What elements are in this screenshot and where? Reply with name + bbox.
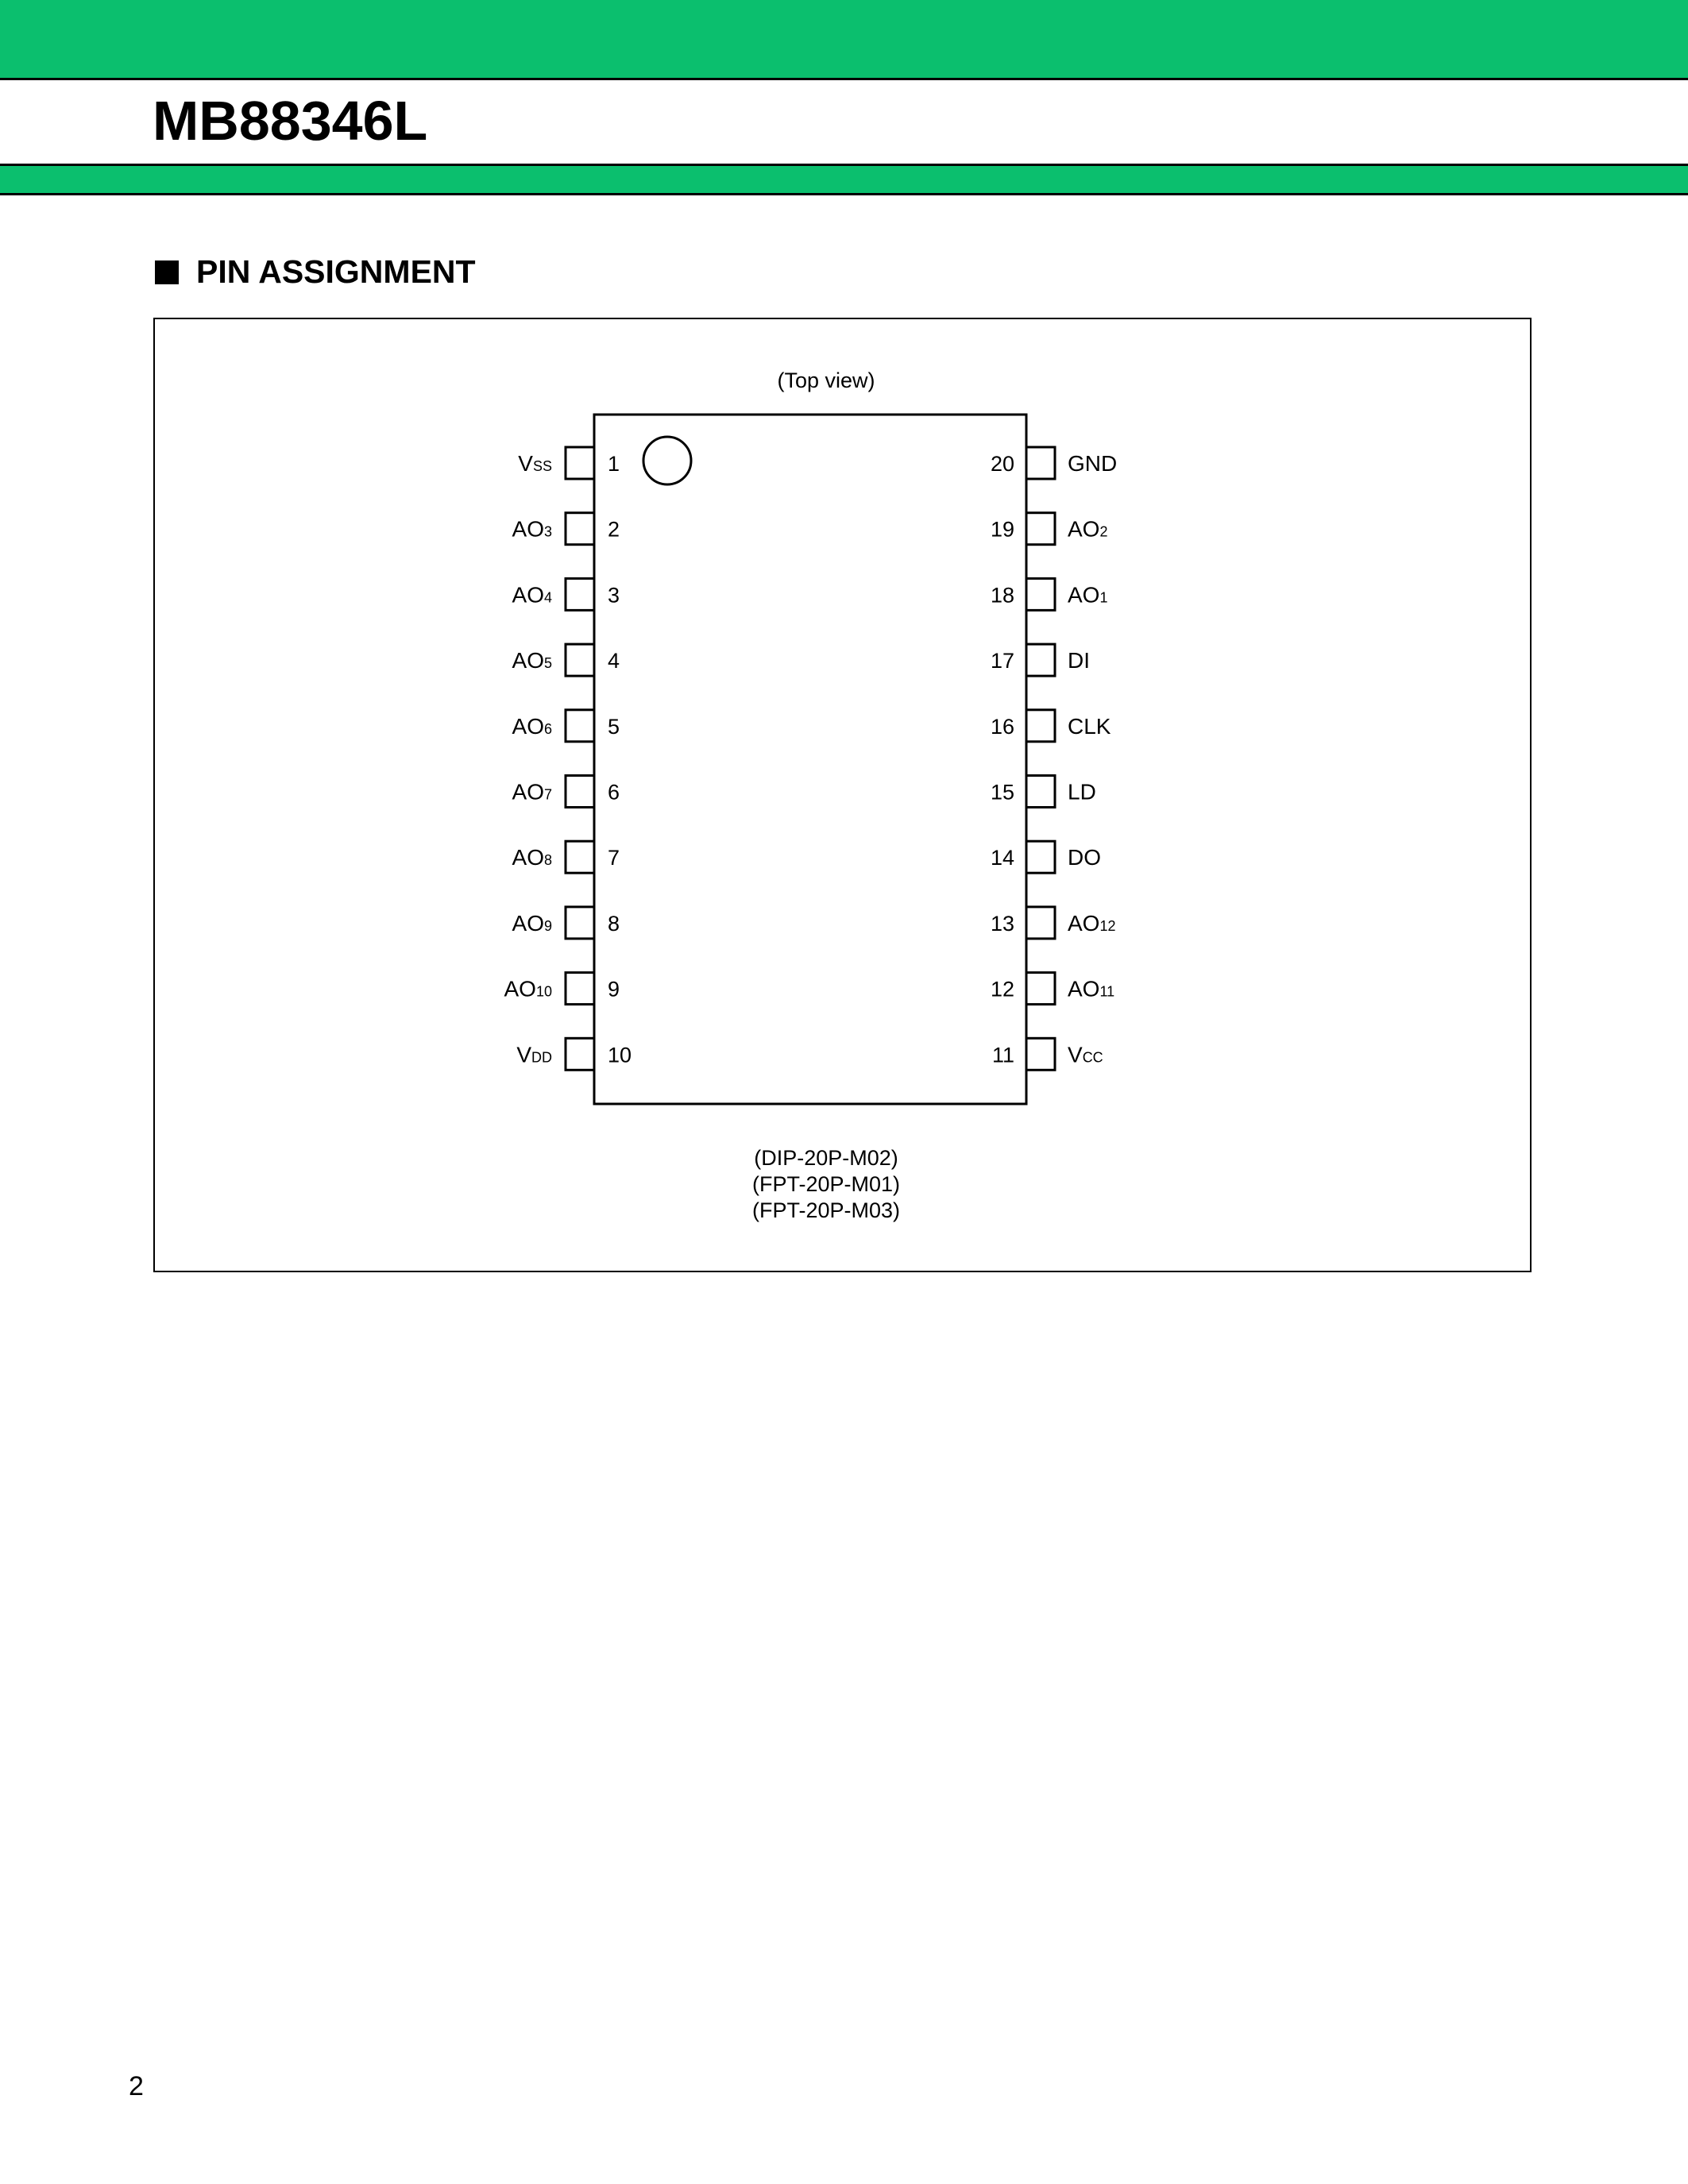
pin-number-3: 3 — [608, 583, 620, 608]
pin-subscript: 4 — [543, 589, 552, 606]
pin-name: AO — [512, 582, 544, 608]
pin-label-6 — [512, 780, 552, 805]
pin-name: AO — [512, 648, 544, 673]
pin-label-17 — [1068, 648, 1090, 673]
pin-number-19: 19 — [990, 517, 1014, 542]
pin-label-5 — [512, 714, 552, 739]
pin-label-12 — [1068, 977, 1114, 1001]
pin-name: LD — [1068, 779, 1096, 805]
pin-name: AO — [512, 779, 544, 805]
pin-name: AO — [512, 845, 544, 870]
pin-label-18 — [1068, 582, 1107, 607]
pin-name: V — [518, 451, 533, 476]
pin-name: AO — [1068, 910, 1100, 936]
pin-pad-15 — [1026, 776, 1055, 808]
pin-number-14: 14 — [990, 846, 1014, 870]
pin-name: V — [1068, 1042, 1083, 1067]
pin-number-12: 12 — [990, 977, 1014, 1001]
pin-name: DO — [1068, 845, 1101, 870]
section-heading-text: PIN ASSIGNMENT — [196, 253, 476, 290]
pin-pad-2 — [566, 513, 594, 545]
pin-name: AO — [1068, 976, 1100, 1001]
pin-name: AO — [512, 910, 544, 936]
pin-pad-8 — [566, 907, 594, 939]
pin-name: AO — [1068, 516, 1100, 542]
pin-subscript: 8 — [543, 852, 552, 869]
pin-label-7 — [512, 845, 552, 870]
left-pin-column — [504, 447, 632, 1070]
pin-label-8 — [512, 911, 552, 936]
pin-name: GND — [1068, 451, 1118, 476]
pin-label-14 — [1068, 845, 1101, 870]
pin-subscript: 11 — [1099, 983, 1115, 1000]
pin-number-8: 8 — [608, 911, 620, 936]
pin-subscript: CC — [1082, 1049, 1103, 1066]
package-code-2: (FPT-20P-M01) — [751, 1172, 901, 1196]
pin-label-9 — [504, 977, 553, 1001]
pin-pad-19 — [1026, 513, 1055, 545]
pin-label-2 — [512, 517, 552, 542]
pin-subscript: 9 — [543, 917, 552, 934]
pin-number-9: 9 — [608, 977, 620, 1001]
pin-label-13 — [1068, 911, 1116, 936]
document-title: MB88346L — [153, 90, 428, 152]
pin-pad-3 — [566, 578, 594, 610]
pin-number-17: 17 — [990, 649, 1014, 673]
pin-pad-20 — [1026, 447, 1055, 479]
pin-number-15: 15 — [990, 780, 1014, 805]
pin-subscript: DD — [531, 1049, 552, 1066]
pin-label-15 — [1068, 780, 1096, 805]
pin-number-4: 4 — [608, 649, 620, 673]
pin-subscript: 1 — [1099, 589, 1108, 606]
pin-subscript: 12 — [1099, 917, 1116, 934]
pin-number-11: 11 — [991, 1043, 1014, 1067]
circle-notch-icon — [643, 437, 691, 484]
pin-name: AO — [512, 516, 544, 542]
page-number: 2 — [129, 2071, 144, 2101]
pin-name: V — [516, 1042, 531, 1067]
pin-name: DI — [1068, 648, 1090, 673]
pin-number-2: 2 — [608, 517, 620, 542]
pin-subscript: 6 — [543, 720, 552, 737]
pin-number-6: 6 — [608, 780, 620, 805]
pin-label-1 — [518, 451, 552, 476]
pin-label-16 — [1068, 714, 1111, 739]
pin-pad-17 — [1026, 644, 1055, 676]
pin-label-11 — [1068, 1042, 1103, 1067]
top-view-label: (Top view) — [777, 369, 875, 392]
pin-pad-4 — [566, 644, 594, 676]
package-code-1: (DIP-20P-M02) — [754, 1146, 898, 1170]
pin-name: AO — [512, 713, 544, 739]
pin-label-4 — [512, 648, 552, 673]
pin-subscript: 2 — [1099, 523, 1108, 540]
pin-pad-10 — [566, 1038, 594, 1070]
pin-number-7: 7 — [608, 846, 620, 870]
pin-subscript: 3 — [543, 523, 552, 540]
pin-subscript: 10 — [535, 983, 552, 1000]
pin-pad-13 — [1026, 907, 1055, 939]
pin-number-10: 10 — [608, 1043, 632, 1067]
pin-name: CLK — [1068, 713, 1111, 739]
pin-subscript: SS — [532, 458, 552, 474]
pin-label-3 — [512, 582, 552, 607]
pin-subscript: 5 — [543, 655, 552, 672]
right-pin-column — [991, 447, 1117, 1070]
pin-label-10 — [516, 1042, 552, 1067]
pin-number-1: 1 — [608, 452, 620, 476]
pin-name: AO — [504, 976, 536, 1001]
pin-number-16: 16 — [990, 714, 1014, 739]
pin-pad-6 — [566, 776, 594, 808]
pin-name: AO — [1068, 582, 1100, 608]
pin-pad-12 — [1026, 973, 1055, 1005]
pin-pad-9 — [566, 973, 594, 1005]
pin-label-20 — [1068, 451, 1117, 476]
pin-pad-1 — [566, 447, 594, 479]
pin-pad-18 — [1026, 578, 1055, 610]
pin-pad-11 — [1026, 1038, 1055, 1070]
pin-number-18: 18 — [990, 583, 1014, 608]
pin-label-19 — [1068, 517, 1107, 542]
package-code-3: (FPT-20P-M03) — [751, 1198, 901, 1222]
ic-package-body — [594, 415, 1026, 1104]
pin-subscript: 7 — [543, 786, 552, 803]
pin-pad-7 — [566, 841, 594, 873]
pin-pad-16 — [1026, 710, 1055, 742]
pin-pad-5 — [566, 710, 594, 742]
pin-pad-14 — [1026, 841, 1055, 873]
pin-number-20: 20 — [990, 452, 1014, 476]
pin-number-5: 5 — [608, 714, 620, 739]
pin-number-13: 13 — [990, 911, 1014, 936]
